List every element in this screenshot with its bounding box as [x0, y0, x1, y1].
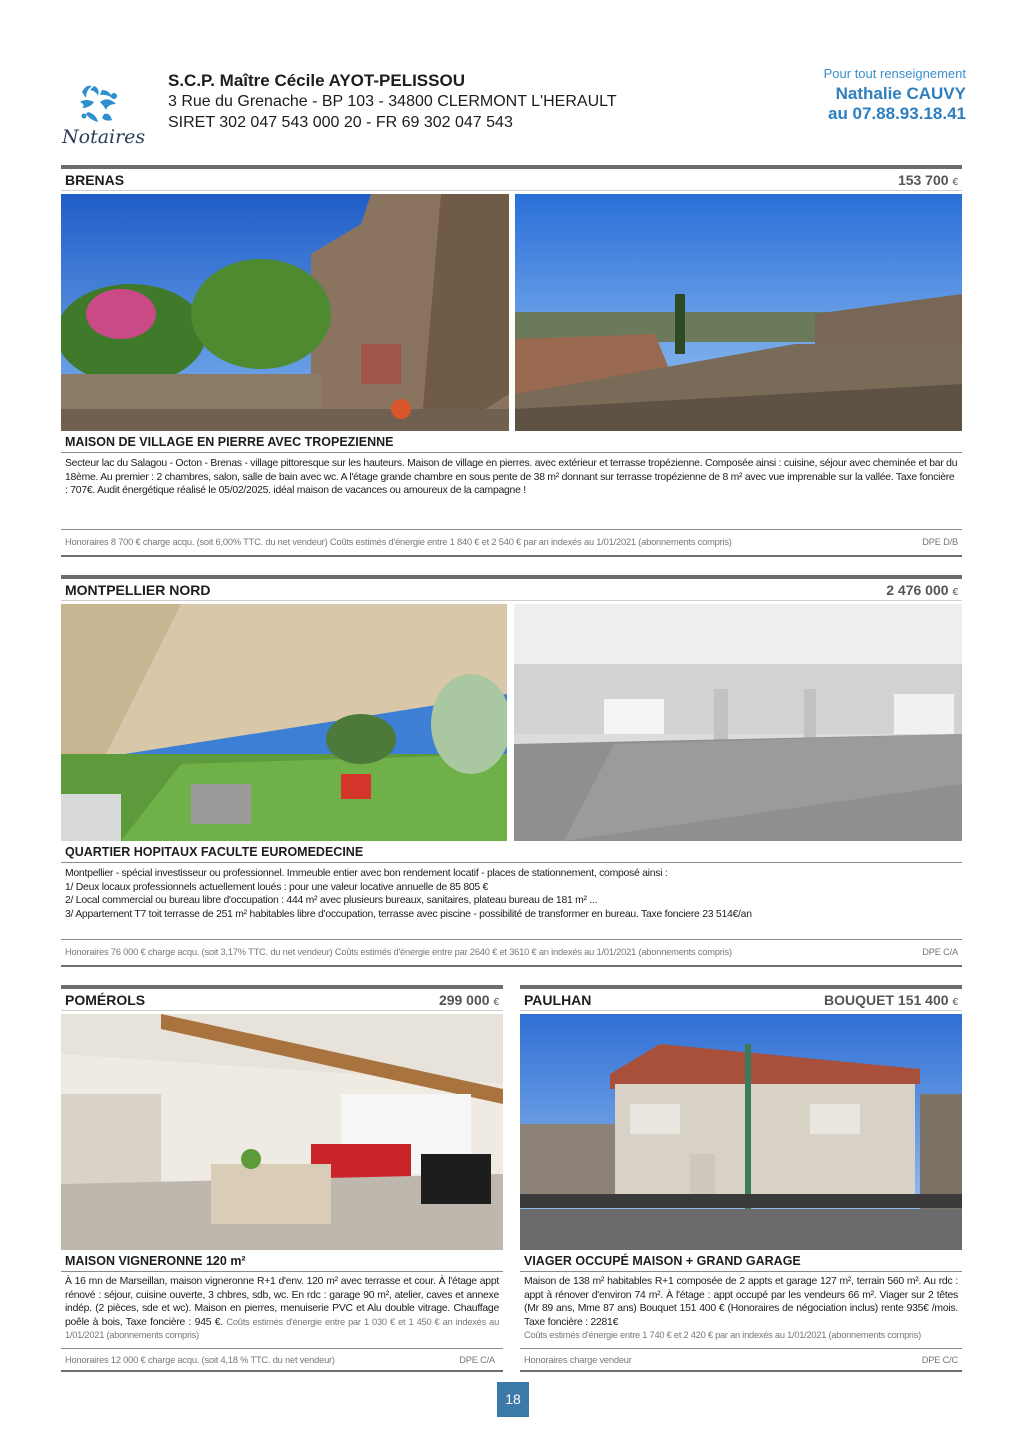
- office-name: S.C.P. Maître Cécile AYOT-PELISSOU: [168, 71, 465, 90]
- description-text: À 16 mn de Marseillan, maison vigneronne R+1 d'env. 120 m² avec terrasse et cour. À l'étage appt rénové : séjour, cuisine ouverte, 3 chbres, sdb, wc. En rdc : garage 90 m², atelier, caves et annexe indép. (2 pièces, sde et wc). Maison en pierres, menuiserie PVC et Alu double vitrage. Chauffage poêle à bois, Taxe foncière : 945 €.: [65, 1276, 499, 1328]
- energy-costs: Coûts estimés d'énergie entre 1 740 € et 2 420 € par an indexés au 1/01/2021 (abonnements compris): [524, 1330, 921, 1340]
- photo-house-exterior: [520, 1014, 962, 1250]
- description-line: 3/ Appartement T7 toit terrasse de 251 m² habitables libre d'occupation, terrasse avec piscine - possibilité de transformer en bureau. Taxe fonciere 23 514€/an: [65, 908, 752, 920]
- listing-fees: Honoraires 8 700 € charge acqu. (soit 6,00% TTC. du net vendeur) Coûts estimés d'énergie entre 1 840 € et 2 540 € par an indexés au 1/01/2021 (abonnements compris): [65, 537, 732, 547]
- contact-name: Nathalie CAUVY: [835, 84, 966, 103]
- fees-rule: [61, 939, 962, 940]
- listing-paulhan: [520, 985, 962, 1374]
- listing-price: 299 000 €: [438, 992, 499, 1008]
- description-line: 1/ Deux locaux professionnels actuellement loués : pour une valeur locative annuelle de 85 805 €: [65, 881, 489, 893]
- listing-description: [65, 867, 958, 921]
- listing-description: Secteur lac du Salagou - Octon - Brenas - village pittoresque sur les hauteurs. Maison de village en pierres. avec extérieur et terrasse tropézienne. Composée ainsi : cuisine, séjour avec cheminée et bar du 18ème. Au premier : 2 chambres, salon, salle de bain avec wc. A l'étage grande chambre en sous pente de 38 m² donnant sur terrasse tropézienne de 8 m² avec vue imprenable sur la vallée. Taxe foncière : 707€. Audit énergétique réalisé le 05/02/2025. idéal maison de vacances ou amoureux de la campagne !: [65, 458, 958, 496]
- contact-block: [824, 66, 966, 124]
- listing-description: [524, 1275, 958, 1343]
- page-number: 18: [497, 1382, 529, 1417]
- logo-wordmark: Notaires: [62, 126, 146, 148]
- photo-village-house: [61, 194, 509, 431]
- listing-montpellier-nord: [61, 575, 962, 969]
- contact-phone[interactable]: au 07.88.93.18.41: [827, 104, 966, 123]
- listing-dpe: DPE C/A: [922, 947, 958, 957]
- office-address: 3 Rue du Grenache - BP 103 - 34800 CLERMONT L'HERAULT: [168, 93, 617, 110]
- listing-title-row: [61, 989, 503, 1011]
- subtitle-rule: [61, 862, 962, 863]
- office-block: [168, 70, 617, 133]
- listing-price: BOUQUET 151 400 €: [824, 992, 958, 1008]
- listing-city: BRENAS: [65, 172, 125, 188]
- listing-bottom-bar: [520, 1370, 962, 1372]
- description-text: Maison de 138 m² habitables R+1 composée de 2 appts et garage 127 m², terrain 560 m². Au rdc : appt à rénover d'environ 74 m². À l'étage : appt occupé par les vendeurs 66 m². Viager sur 2 têtes (Mr 89 ans, Mme 87 ans) Bouquet 151 400 € (Honoraires de négociation inclus) rente 935€ /mois. Taxe foncière : 2281€: [524, 1276, 958, 1328]
- listing-fees: Honoraires 12 000 € charge acqu. (soit 4,18 % TTC. du net vendeur): [65, 1355, 335, 1365]
- fees-rule: [61, 1348, 503, 1349]
- subtitle-rule: [520, 1271, 962, 1272]
- listing-dpe: DPE C/C: [921, 1355, 958, 1365]
- listing-subtitle: MAISON VIGNERONNE 120 m²: [65, 1254, 246, 1268]
- page-header: [0, 0, 1024, 160]
- photo-terrace-view: [515, 194, 962, 431]
- listing-brenas: [61, 165, 962, 559]
- listing-subtitle: VIAGER OCCUPÉ MAISON + GRAND GARAGE: [524, 1254, 801, 1268]
- fees-rule: [520, 1348, 962, 1349]
- listing-city: MONTPELLIER NORD: [65, 582, 211, 598]
- listing-bottom-bar: [61, 555, 962, 557]
- listing-subtitle: QUARTIER HOPITAUX FACULTE EUROMEDECINE: [65, 845, 364, 859]
- listing-fees: Honoraires 76 000 € charge acqu. (soit 3,17% TTC. du net vendeur) Coûts estimés d'énergie entre par 2640 € et 3610 € an indexés au 1/01/2021 (abonnements compris): [65, 947, 732, 957]
- energy-costs: Coûts estimés d'énergie entre par 1 030 € et 1 450 € an indexés au 1/01/2021 (abonnements compris): [65, 1316, 499, 1340]
- listing-title-row: [520, 989, 962, 1011]
- subtitle-rule: [61, 1271, 503, 1272]
- listing-bottom-bar: [61, 1370, 503, 1372]
- listing-fees-row: [65, 947, 958, 957]
- listing-description: [65, 1275, 499, 1343]
- listing-dpe: DPE C/A: [459, 1355, 495, 1365]
- listing-city: PAULHAN: [524, 992, 592, 1008]
- listing-dpe: DPE D/B: [922, 537, 958, 547]
- photo-office-floor: [514, 604, 962, 841]
- subtitle-rule: [61, 452, 962, 453]
- office-siret: SIRET 302 047 543 000 20 - FR 69 302 047 543: [168, 114, 513, 131]
- contact-intro: Pour tout renseignement: [823, 66, 966, 81]
- listing-title-row: [61, 579, 962, 601]
- photo-roof-terrace: [61, 604, 507, 841]
- listing-fees-row: [65, 537, 958, 547]
- listing-subtitle: MAISON DE VILLAGE EN PIERRE AVEC TROPEZIENNE: [65, 435, 394, 449]
- listing-title-row: [61, 169, 962, 191]
- listing-bottom-bar: [61, 965, 962, 967]
- listing-fees-row: [524, 1355, 958, 1365]
- description-line: Montpellier - spécial investisseur ou professionnel. Immeuble entier avec bon rendement locatif - places de stationnement, composé ainsi :: [65, 868, 668, 879]
- listing-fees: Honoraires charge vendeur: [524, 1355, 632, 1365]
- listing-fees-row: [65, 1355, 499, 1365]
- fees-rule: [61, 529, 962, 530]
- photo-open-living-room: [61, 1014, 503, 1250]
- listing-city: POMÉROLS: [65, 992, 146, 1008]
- listing-price: 153 700 €: [897, 172, 958, 188]
- listing-pomerols: [61, 985, 503, 1374]
- description-line: 2/ Local commercial ou bureau libre d'occupation : 444 m² avec plusieurs bureaux, sanitaires, plateau bureau de 181 m² ...: [65, 895, 598, 906]
- listing-price: 2 476 000 €: [886, 582, 958, 598]
